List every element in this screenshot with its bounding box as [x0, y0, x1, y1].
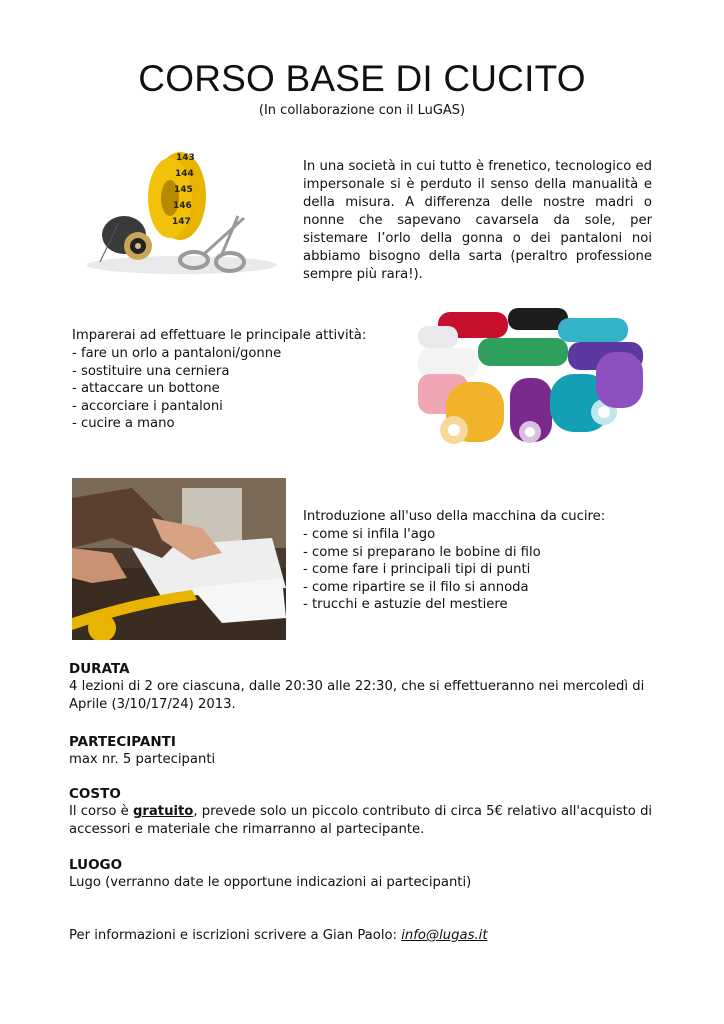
costo-text [69, 803, 659, 839]
spool-purple-icon [510, 378, 552, 443]
partecipanti-text: max nr. 5 partecipanti [69, 752, 216, 767]
tailoring-hands-image [72, 478, 286, 640]
activities-block [72, 327, 402, 433]
partecipanti-section [69, 733, 659, 769]
list-item: - come ripartire se il filo si annoda [303, 579, 529, 595]
intro-paragraph: In una società in cui tutto è frenetico, tecnologico ed impersonale si è perduto il senso della manualità e della misura. A differenza delle nostre madri o nonne che sapevano cavarsela da sole, per sistemare l’orlo della gonna o dei pantaloni noi abbiamo bisogno della sarta (peraltro professione sempre più rara!). [303, 159, 652, 282]
tape-number: 144 [175, 169, 194, 179]
machine-heading: Introduzione all'uso della macchina da cucire: [303, 509, 606, 524]
costo-section [69, 785, 659, 839]
tape-number: 145 [174, 185, 193, 195]
partecipanti-heading: PARTECIPANTI [69, 734, 176, 750]
machine-block [303, 508, 652, 614]
luogo-heading: LUOGO [69, 857, 123, 873]
list-item: - trucchi e astuzie del mestiere [303, 597, 508, 613]
costo-text-after: , prevede solo un piccolo contributo di circa 5€ relativo all'acquisto di accessori e materiale che rimarranno al partecipante. [69, 804, 653, 837]
activities-heading: Imparerai ad effettuare le principale attività: [72, 328, 367, 343]
activities-list [72, 345, 402, 433]
costo-text-before: Il corso è [69, 804, 133, 819]
durata-text: 4 lezioni di 2 ore ciascuna, dalle 20:30 alle 22:30, che si effettueranno nei mercoledì di Aprile (3/10/17/24) 2013. [69, 679, 645, 712]
page-subtitle: (In collaborazione con il LuGAS) [258, 103, 466, 118]
list-item: - cucire a mano [72, 416, 175, 432]
list-item: - accorciare i pantaloni [72, 398, 223, 414]
list-item: - come si preparano le bobine di filo [303, 544, 541, 560]
costo-gratuito: gratuito [132, 804, 194, 819]
footer-contact [69, 927, 659, 945]
list-item: - fare un orlo a pantaloni/gonne [72, 346, 282, 361]
email-link[interactable]: info@lugas.it [401, 928, 488, 943]
list-item: - sostituire una cerniera [72, 363, 230, 379]
list-item: - come fare i principali tipi di punti [303, 562, 531, 578]
luogo-section [69, 856, 659, 892]
footer-text: Per informazioni e iscrizioni scrivere a Gian Paolo: [69, 928, 402, 943]
tape-number: 147 [172, 217, 191, 227]
luogo-text: Lugo (verranno date le opportune indicazioni ai partecipanti) [69, 875, 472, 890]
tape-number: 143 [176, 153, 195, 163]
durata-heading: DURATA [69, 661, 130, 677]
page-title: CORSO BASE DI CUCITO [138, 58, 586, 99]
spool-violet-icon [596, 352, 643, 408]
costo-heading: COSTO [69, 786, 121, 802]
machine-list [303, 526, 652, 614]
list-item: - come si infila l'ago [303, 527, 436, 542]
tape-number: 146 [173, 201, 192, 211]
durata-section [69, 660, 659, 714]
tape-measure-scissors-image [72, 140, 284, 280]
thread-spools-image [418, 304, 643, 447]
list-item: - attaccare un bottone [72, 381, 220, 397]
